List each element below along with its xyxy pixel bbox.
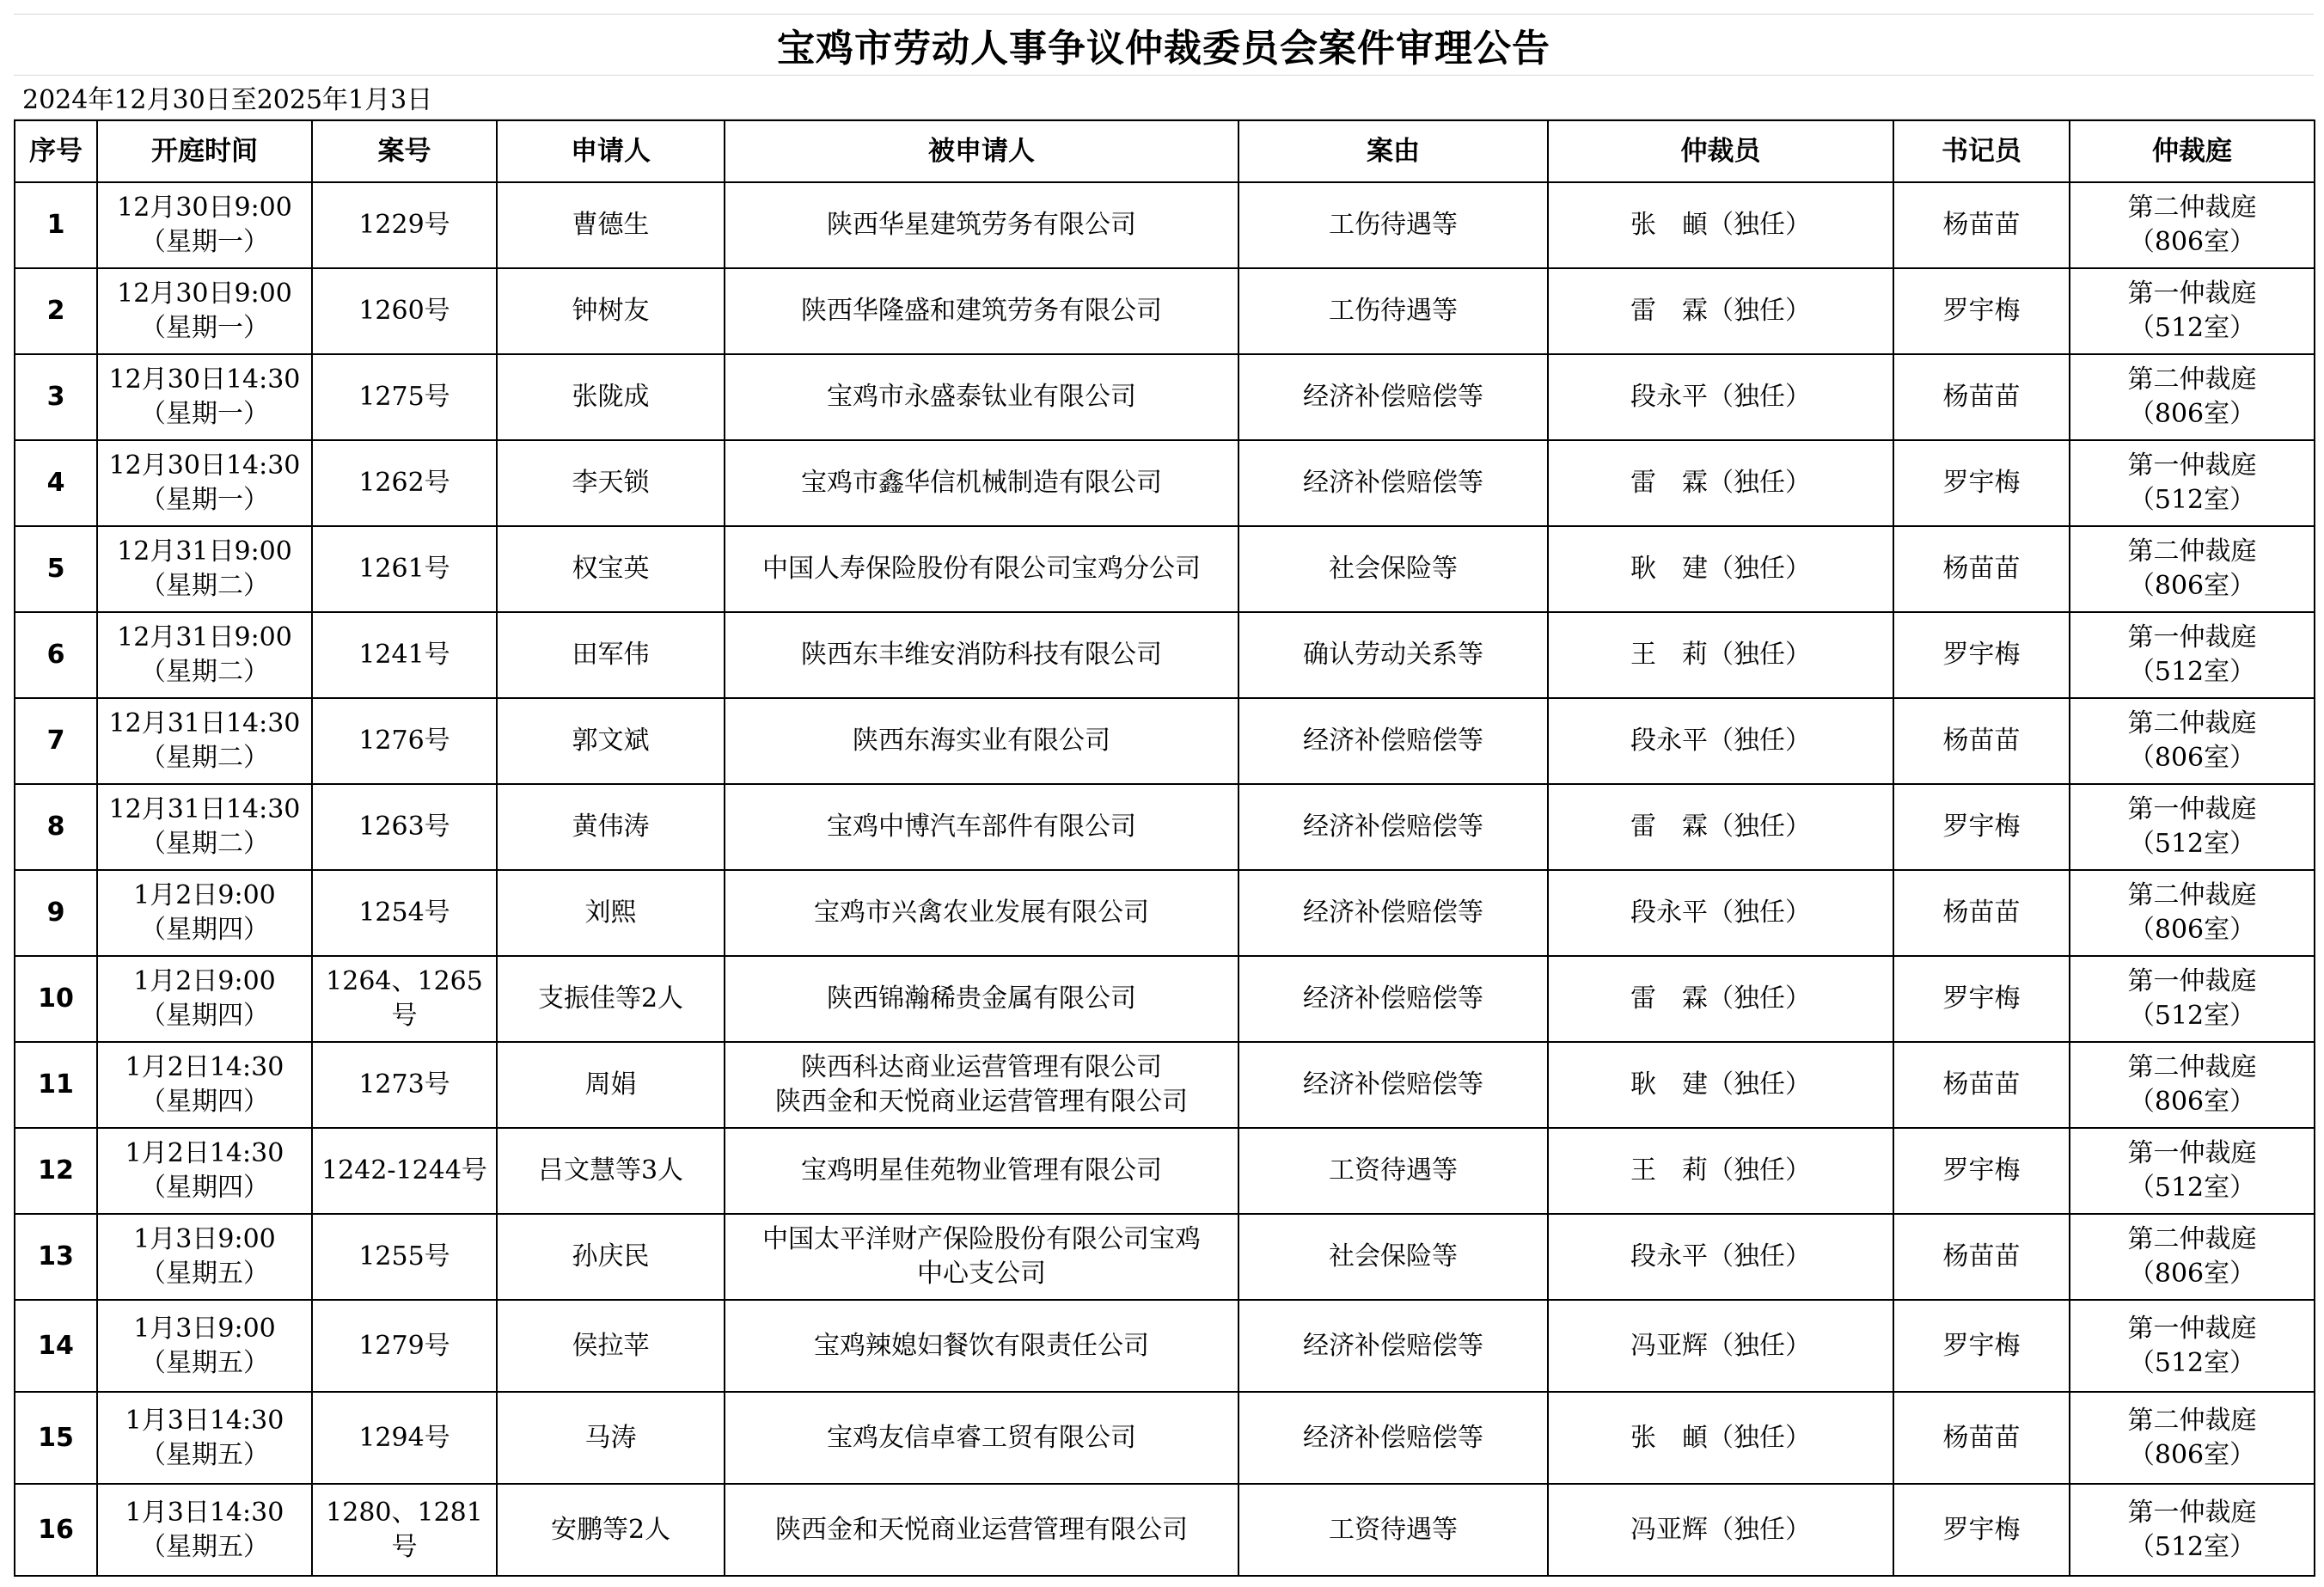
respondent-cell [725, 956, 1238, 1042]
case-no-cell [312, 268, 497, 354]
respondent-line: 陕西东丰维安消防科技有限公司 [801, 640, 1162, 670]
cause-cell: 工资待遇等 [1238, 1484, 1548, 1576]
header-arbitrator: 仲裁员 [1548, 120, 1893, 182]
clerk-cell: 杨苗苗 [1893, 354, 2070, 440]
hearing-time: 12月30日14:30 [108, 365, 301, 395]
arbitrator-cell: 王 莉（独任） [1548, 1128, 1893, 1214]
court-cell [2070, 698, 2315, 784]
arbitrator-cell: 段永平（独任） [1548, 1214, 1893, 1300]
arbitrator-cell: 王 莉（独任） [1548, 612, 1893, 698]
court-cell [2070, 1300, 2315, 1392]
case-no-cell [312, 612, 497, 698]
court-name: 第二仲裁庭 [2127, 1224, 2257, 1254]
case-no-cell [312, 182, 497, 268]
court-cell [2070, 182, 2315, 268]
hearing-weekday: （星期一） [140, 485, 269, 515]
case-no-line: 1280、1281 [326, 1497, 483, 1528]
applicant-cell: 张陇成 [497, 354, 725, 440]
clerk-cell: 罗宇梅 [1893, 956, 2070, 1042]
hearing-weekday: （星期一） [140, 399, 269, 429]
header-cause: 案由 [1238, 120, 1548, 182]
hearing-time-cell [97, 182, 312, 268]
arbitrator-cell: 雷 霖（独任） [1548, 956, 1893, 1042]
arbitrator-cell: 雷 霖（独任） [1548, 440, 1893, 526]
court-room: （806室） [2128, 399, 2256, 429]
seq-cell: 15 [15, 1392, 97, 1484]
respondent-cell [725, 268, 1238, 354]
table-row [15, 526, 2315, 612]
hearing-time: 1月3日14:30 [125, 1405, 284, 1436]
case-no-line: 1229号 [358, 210, 450, 240]
hearing-time: 12月30日9:00 [117, 279, 292, 309]
respondent-cell [725, 354, 1238, 440]
cause-cell: 经济补偿赔偿等 [1238, 870, 1548, 956]
hearing-time: 1月3日14:30 [125, 1497, 284, 1528]
case-no-line: 1254号 [358, 898, 450, 928]
seq-cell: 7 [15, 698, 97, 784]
cause-cell: 经济补偿赔偿等 [1238, 1392, 1548, 1484]
case-no-cell [312, 1214, 497, 1300]
table-row [15, 612, 2315, 698]
header-clerk: 书记员 [1893, 120, 2070, 182]
hearing-weekday: （星期二） [140, 829, 269, 859]
table-header-row [15, 120, 2315, 182]
court-room: （512室） [2128, 829, 2256, 859]
clerk-cell: 杨苗苗 [1893, 1042, 2070, 1128]
clerk-cell: 罗宇梅 [1893, 1300, 2070, 1392]
case-no-line: 1264、1265 [326, 966, 483, 996]
clerk-cell: 罗宇梅 [1893, 1484, 2070, 1576]
case-no-line: 1255号 [358, 1241, 450, 1271]
clerk-cell: 杨苗苗 [1893, 182, 2070, 268]
header-respondent: 被申请人 [725, 120, 1238, 182]
arbitrator-cell: 冯亚辉（独任） [1548, 1484, 1893, 1576]
case-no-cell [312, 1300, 497, 1392]
hearing-weekday: （星期四） [140, 1173, 269, 1203]
court-name: 第二仲裁庭 [2127, 193, 2257, 223]
hearing-time-cell [97, 870, 312, 956]
hearing-time: 1月2日9:00 [133, 966, 276, 996]
hearing-time-cell [97, 440, 312, 526]
court-name: 第一仲裁庭 [2127, 450, 2257, 481]
seq-cell: 14 [15, 1300, 97, 1392]
hearing-time: 12月30日9:00 [117, 193, 292, 223]
clerk-cell: 罗宇梅 [1893, 612, 2070, 698]
hearing-weekday: （星期五） [140, 1259, 269, 1289]
case-no-line: 1242-1244号 [321, 1155, 487, 1186]
case-no-cell [312, 354, 497, 440]
respondent-line: 中国人寿保险股份有限公司宝鸡分公司 [762, 554, 1201, 584]
cause-cell: 工伤待遇等 [1238, 268, 1548, 354]
hearing-time-cell [97, 612, 312, 698]
court-cell [2070, 268, 2315, 354]
cause-cell: 社会保险等 [1238, 1214, 1548, 1300]
court-room: （806室） [2128, 571, 2256, 601]
seq-cell: 2 [15, 268, 97, 354]
hearing-weekday: （星期五） [140, 1347, 269, 1378]
header-seq: 序号 [15, 120, 97, 182]
cause-cell: 经济补偿赔偿等 [1238, 956, 1548, 1042]
case-no-cell [312, 870, 497, 956]
hearing-time: 1月2日14:30 [125, 1052, 284, 1082]
case-no-line: 号 [391, 1001, 418, 1031]
hearing-time: 1月2日14:30 [125, 1138, 284, 1168]
court-name: 第一仲裁庭 [2127, 794, 2257, 824]
hearing-weekday: （星期四） [140, 1087, 269, 1117]
case-no-cell [312, 956, 497, 1042]
case-no-cell [312, 526, 497, 612]
applicant-cell: 田军伟 [497, 612, 725, 698]
court-name: 第一仲裁庭 [2127, 966, 2257, 996]
hearing-time-cell [97, 698, 312, 784]
case-no-line: 1279号 [358, 1330, 450, 1361]
court-name: 第一仲裁庭 [2127, 622, 2257, 653]
court-room: （806室） [2128, 227, 2256, 257]
respondent-line: 宝鸡友信卓睿工贸有限公司 [827, 1422, 1136, 1453]
cause-cell: 经济补偿赔偿等 [1238, 1042, 1548, 1128]
seq-cell: 8 [15, 784, 97, 870]
court-cell [2070, 354, 2315, 440]
seq-cell: 5 [15, 526, 97, 612]
respondent-line: 陕西东海实业有限公司 [853, 726, 1110, 756]
cause-cell: 确认劳动关系等 [1238, 612, 1548, 698]
respondent-cell [725, 1042, 1238, 1128]
respondent-cell [725, 784, 1238, 870]
hearing-time-cell [97, 354, 312, 440]
respondent-line: 宝鸡市兴禽农业发展有限公司 [814, 898, 1149, 928]
cause-cell: 经济补偿赔偿等 [1238, 440, 1548, 526]
applicant-cell: 权宝英 [497, 526, 725, 612]
court-room: （806室） [2128, 1087, 2256, 1117]
court-room: （512室） [2128, 313, 2256, 343]
case-no-cell [312, 440, 497, 526]
hearing-weekday: （星期五） [140, 1439, 269, 1470]
hearing-time-cell [97, 1484, 312, 1576]
court-name: 第二仲裁庭 [2127, 536, 2257, 567]
case-table [14, 119, 2315, 1577]
court-cell [2070, 440, 2315, 526]
arbitrator-cell: 耿 建（独任） [1548, 526, 1893, 612]
table-row [15, 870, 2315, 956]
seq-cell: 9 [15, 870, 97, 956]
respondent-cell [725, 182, 1238, 268]
seq-cell: 11 [15, 1042, 97, 1128]
respondent-line: 陕西华隆盛和建筑劳务有限公司 [801, 296, 1162, 326]
hearing-weekday: （星期四） [140, 1001, 269, 1031]
court-cell [2070, 1214, 2315, 1300]
respondent-cell [725, 1392, 1238, 1484]
hearing-weekday: （星期二） [140, 571, 269, 601]
hearing-time: 1月2日9:00 [133, 880, 276, 910]
date-range: 2024年12月30日至2025年1月3日 [14, 76, 2314, 119]
table-row [15, 698, 2315, 784]
hearing-time: 12月31日9:00 [117, 536, 292, 567]
cause-cell: 工资待遇等 [1238, 1128, 1548, 1214]
court-name: 第二仲裁庭 [2127, 880, 2257, 910]
clerk-cell: 罗宇梅 [1893, 440, 2070, 526]
table-row [15, 268, 2315, 354]
table-row [15, 784, 2315, 870]
header-court: 仲裁庭 [2070, 120, 2315, 182]
applicant-cell: 黄伟涛 [497, 784, 725, 870]
hearing-weekday: （星期二） [140, 743, 269, 773]
court-cell [2070, 784, 2315, 870]
court-name: 第二仲裁庭 [2127, 365, 2257, 395]
seq-cell: 16 [15, 1484, 97, 1576]
court-room: （512室） [2128, 1347, 2256, 1378]
respondent-line: 宝鸡辣媳妇餐饮有限责任公司 [814, 1330, 1149, 1361]
table-row [15, 1392, 2315, 1484]
table-body [15, 182, 2315, 1576]
arbitrator-cell: 张 頔（独任） [1548, 1392, 1893, 1484]
table-row [15, 1214, 2315, 1300]
applicant-cell: 孙庆民 [497, 1214, 725, 1300]
hearing-weekday: （星期一） [140, 313, 269, 343]
court-cell [2070, 526, 2315, 612]
respondent-cell [725, 870, 1238, 956]
respondent-line: 宝鸡中博汽车部件有限公司 [827, 812, 1136, 842]
case-no-line: 1273号 [358, 1069, 450, 1100]
table-row [15, 354, 2315, 440]
court-room: （806室） [2128, 1259, 2256, 1289]
court-name: 第一仲裁庭 [2127, 279, 2257, 309]
hearing-time: 12月31日14:30 [108, 708, 301, 738]
hearing-time-cell [97, 526, 312, 612]
respondent-cell [725, 526, 1238, 612]
case-no-cell [312, 698, 497, 784]
clerk-cell: 罗宇梅 [1893, 268, 2070, 354]
court-room: （806室） [2128, 915, 2256, 945]
court-room: （512室） [2128, 657, 2256, 687]
respondent-line: 宝鸡市鑫华信机械制造有限公司 [801, 468, 1162, 498]
table-row [15, 440, 2315, 526]
case-no-line: 1241号 [358, 640, 450, 670]
clerk-cell: 罗宇梅 [1893, 1128, 2070, 1214]
court-room: （512室） [2128, 1531, 2256, 1562]
hearing-weekday: （星期二） [140, 657, 269, 687]
hearing-time: 1月3日9:00 [133, 1224, 276, 1254]
court-name: 第一仲裁庭 [2127, 1497, 2257, 1528]
applicant-cell: 周娟 [497, 1042, 725, 1128]
respondent-line: 陕西金和天悦商业运营管理有限公司 [775, 1514, 1188, 1545]
case-no-line: 1275号 [358, 382, 450, 412]
applicant-cell: 安鹏等2人 [497, 1484, 725, 1576]
hearing-weekday: （星期五） [140, 1531, 269, 1562]
seq-cell: 1 [15, 182, 97, 268]
respondent-cell [725, 1300, 1238, 1392]
court-cell [2070, 956, 2315, 1042]
applicant-cell: 刘熙 [497, 870, 725, 956]
hearing-time-cell [97, 784, 312, 870]
clerk-cell: 杨苗苗 [1893, 1214, 2070, 1300]
applicant-cell: 郭文斌 [497, 698, 725, 784]
court-name: 第一仲裁庭 [2127, 1313, 2257, 1344]
court-cell [2070, 1484, 2315, 1576]
applicant-cell: 李天锁 [497, 440, 725, 526]
table-row [15, 1042, 2315, 1128]
case-no-cell [312, 1128, 497, 1214]
hearing-time-cell [97, 1042, 312, 1128]
cause-cell: 经济补偿赔偿等 [1238, 1300, 1548, 1392]
hearing-time: 12月31日14:30 [108, 794, 301, 824]
case-no-line: 号 [391, 1531, 418, 1562]
hearing-time: 1月3日9:00 [133, 1313, 276, 1344]
respondent-line: 陕西华星建筑劳务有限公司 [827, 210, 1136, 240]
court-name: 第二仲裁庭 [2127, 1405, 2257, 1436]
respondent-cell [725, 1128, 1238, 1214]
hearing-time-cell [97, 1128, 312, 1214]
respondent-line: 陕西科达商业运营管理有限公司 [801, 1052, 1162, 1082]
arbitrator-cell: 段永平（独任） [1548, 354, 1893, 440]
applicant-cell: 吕文慧等3人 [497, 1128, 725, 1214]
header-applicant: 申请人 [497, 120, 725, 182]
clerk-cell: 杨苗苗 [1893, 1392, 2070, 1484]
hearing-time: 12月31日9:00 [117, 622, 292, 653]
hearing-time-cell [97, 1214, 312, 1300]
court-room: （512室） [2128, 485, 2256, 515]
seq-cell: 12 [15, 1128, 97, 1214]
court-cell [2070, 1128, 2315, 1214]
hearing-time-cell [97, 956, 312, 1042]
case-no-line: 1294号 [358, 1422, 450, 1453]
court-cell [2070, 870, 2315, 956]
case-no-cell [312, 1042, 497, 1128]
arbitrator-cell: 张 頔（独任） [1548, 182, 1893, 268]
court-room: （806室） [2128, 1439, 2256, 1470]
court-name: 第二仲裁庭 [2127, 708, 2257, 738]
court-room: （512室） [2128, 1173, 2256, 1203]
case-no-cell [312, 1392, 497, 1484]
arbitrator-cell: 冯亚辉（独任） [1548, 1300, 1893, 1392]
applicant-cell: 马涛 [497, 1392, 725, 1484]
table-row [15, 1300, 2315, 1392]
court-room: （806室） [2128, 743, 2256, 773]
arbitrator-cell: 雷 霖（独任） [1548, 784, 1893, 870]
hearing-weekday: （星期一） [140, 227, 269, 257]
table-row [15, 1128, 2315, 1214]
case-no-line: 1261号 [358, 554, 450, 584]
court-cell [2070, 1042, 2315, 1128]
header-case-no: 案号 [312, 120, 497, 182]
hearing-weekday: （星期四） [140, 915, 269, 945]
clerk-cell: 杨苗苗 [1893, 698, 2070, 784]
case-no-cell [312, 784, 497, 870]
arbitrator-cell: 耿 建（独任） [1548, 1042, 1893, 1128]
court-name: 第一仲裁庭 [2127, 1138, 2257, 1168]
respondent-line: 陕西锦瀚稀贵金属有限公司 [827, 983, 1136, 1014]
seq-cell: 3 [15, 354, 97, 440]
applicant-cell: 支振佳等2人 [497, 956, 725, 1042]
case-no-line: 1262号 [358, 468, 450, 498]
court-cell [2070, 612, 2315, 698]
seq-cell: 4 [15, 440, 97, 526]
respondent-line: 宝鸡市永盛泰钛业有限公司 [827, 382, 1136, 412]
respondent-line: 陕西金和天悦商业运营管理有限公司 [775, 1087, 1188, 1117]
respondent-cell [725, 1484, 1238, 1576]
case-no-cell [312, 1484, 497, 1576]
page-title: 宝鸡市劳动人事争议仲裁委员会案件审理公告 [14, 14, 2314, 76]
applicant-cell: 侯拉苹 [497, 1300, 725, 1392]
hearing-time-cell [97, 1300, 312, 1392]
case-no-line: 1260号 [358, 296, 450, 326]
court-room: （512室） [2128, 1001, 2256, 1031]
table-row [15, 182, 2315, 268]
respondent-cell [725, 440, 1238, 526]
hearing-time-cell [97, 268, 312, 354]
respondent-cell [725, 698, 1238, 784]
clerk-cell: 罗宇梅 [1893, 784, 2070, 870]
respondent-cell [725, 1214, 1238, 1300]
cause-cell: 经济补偿赔偿等 [1238, 354, 1548, 440]
header-time: 开庭时间 [97, 120, 312, 182]
respondent-cell [725, 612, 1238, 698]
table-row [15, 1484, 2315, 1576]
court-cell [2070, 1392, 2315, 1484]
clerk-cell: 杨苗苗 [1893, 870, 2070, 956]
case-no-line: 1263号 [358, 812, 450, 842]
arbitrator-cell: 段永平（独任） [1548, 698, 1893, 784]
cause-cell: 社会保险等 [1238, 526, 1548, 612]
cause-cell: 工伤待遇等 [1238, 182, 1548, 268]
court-name: 第二仲裁庭 [2127, 1052, 2257, 1082]
hearing-time-cell [97, 1392, 312, 1484]
respondent-line: 宝鸡明星佳苑物业管理有限公司 [801, 1155, 1162, 1186]
cause-cell: 经济补偿赔偿等 [1238, 784, 1548, 870]
seq-cell: 13 [15, 1214, 97, 1300]
case-no-line: 1276号 [358, 726, 450, 756]
applicant-cell: 曹德生 [497, 182, 725, 268]
hearing-time: 12月30日14:30 [108, 450, 301, 481]
respondent-line: 中国太平洋财产保险股份有限公司宝鸡 [762, 1224, 1201, 1254]
applicant-cell: 钟树友 [497, 268, 725, 354]
arbitrator-cell: 段永平（独任） [1548, 870, 1893, 956]
table-row [15, 956, 2315, 1042]
seq-cell: 10 [15, 956, 97, 1042]
cause-cell: 经济补偿赔偿等 [1238, 698, 1548, 784]
seq-cell: 6 [15, 612, 97, 698]
arbitrator-cell: 雷 霖（独任） [1548, 268, 1893, 354]
respondent-line: 中心支公司 [917, 1259, 1046, 1289]
clerk-cell: 杨苗苗 [1893, 526, 2070, 612]
announcement-sheet [14, 14, 2314, 1577]
